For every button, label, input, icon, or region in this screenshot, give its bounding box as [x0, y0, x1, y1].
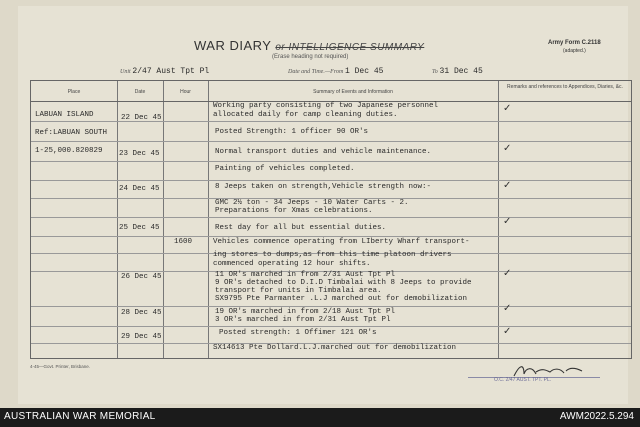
col-divider — [117, 81, 118, 358]
initials-mark: ✓ — [503, 216, 512, 227]
initials-mark: ✓ — [503, 303, 512, 314]
unit-field — [120, 67, 209, 76]
hour-text: 1600 — [174, 238, 193, 246]
row-divider — [31, 306, 631, 307]
stamp-text: O.C. 2/47 AUST. TPT. PL. — [494, 377, 552, 383]
summary-line: transport for units in Timbalai area. — [215, 287, 382, 295]
initials-mark: ✓ — [503, 268, 512, 279]
row-divider — [31, 217, 631, 218]
date-text: 26 Dec 45 — [121, 273, 162, 281]
place-text: Ref:LABUAN SOUTH — [35, 129, 108, 137]
summary-line: Vehicles commence operating from LIberty Wharf transport- — [213, 238, 470, 246]
army-form-adapted: (adapted.) — [563, 48, 586, 54]
title-struck-text: or INTELLIGENCE SUMMARY — [275, 42, 425, 53]
summary-line: Normal transport duties and vehicle maintenance. — [215, 148, 432, 156]
header-summary: Summary of Events and Information — [313, 89, 393, 95]
date-text: 25 Dec 45 — [119, 224, 160, 232]
header-date: Date — [134, 89, 146, 95]
header-place: Place — [67, 89, 81, 95]
summary-line: 8 Jeeps taken on strength,Vehicle strength now:- — [215, 183, 432, 191]
summary-line: Preparations for Xmas celebrations. — [215, 207, 373, 215]
date-text: 28 Dec 45 — [121, 309, 162, 317]
unit-stamp — [468, 377, 600, 390]
summary-line: Painting of vehicles completed. — [215, 165, 355, 173]
date-from-value: 1 Dec 45 — [345, 67, 384, 76]
header-hour: Hour — [180, 89, 191, 95]
summary-line: Rest day for all but essential duties. — [215, 224, 387, 232]
date-to-field — [432, 67, 483, 76]
summary-line: allocated daily for camp cleaning duties. — [213, 111, 398, 119]
summary-line: ing stores to dumps,as from this time platoon drivers — [213, 251, 452, 259]
date-to-label: To — [432, 69, 438, 75]
col-divider — [498, 81, 499, 358]
initials-mark: ✓ — [503, 326, 512, 337]
unit-value: 2/47 Aust Tpt Pl — [132, 67, 210, 76]
col-divider — [208, 81, 209, 358]
summary-line: Posted strength: 1 Offimer 121 OR's — [219, 329, 377, 337]
footer-bar — [0, 408, 640, 427]
date-text: 24 Dec 45 — [119, 185, 160, 193]
row-divider — [31, 326, 631, 327]
summary-line: Working party consisting of two Japanese personnel — [213, 102, 439, 110]
initials-mark: ✓ — [503, 180, 512, 191]
date-text: 22 Dec 45 — [121, 114, 162, 122]
date-from-label: Date and Time.—From — [288, 69, 344, 75]
date-to-value: 31 Dec 45 — [439, 67, 483, 76]
summary-line: Posted Strength: 1 officer 90 OR's — [215, 128, 369, 136]
row-divider — [31, 141, 631, 142]
col-divider — [163, 81, 164, 358]
footer-institution: AUSTRALIAN WAR MEMORIAL — [4, 411, 156, 422]
unit-label: Unit — [120, 69, 131, 75]
date-text: 23 Dec 45 — [119, 150, 160, 158]
printer-note: 4-45—Govt. Printer, Brisbane. — [30, 364, 91, 369]
erase-note: (Erase heading not required) — [272, 54, 349, 60]
title-war-diary: WAR DIARY — [194, 38, 272, 53]
summary-line: SX14613 Pte Dollard.L.J.marched out for demobilization — [213, 344, 457, 352]
footer-accession: AWM2022.5.294 — [559, 411, 634, 422]
summary-line: 11 OR's marched in from 2/31 Aust Tpt Pl — [215, 271, 396, 279]
row-divider — [31, 180, 631, 181]
summary-line: GMC 2½ ton - 34 Jeeps - 10 Water Carts - 2. — [215, 199, 409, 207]
row-divider — [31, 236, 631, 237]
row-divider — [31, 161, 631, 162]
army-form-number: Army Form C.2118 — [548, 40, 601, 46]
initials-mark: ✓ — [503, 103, 512, 114]
place-text: 1-25,000.820829 — [35, 147, 103, 155]
summary-line: SX9795 Pte Parmanter .L.J marched out for demobilization — [215, 295, 468, 303]
initials-mark: ✓ — [503, 143, 512, 154]
place-text: LABUAN ISLAND — [35, 111, 94, 119]
date-from-field — [288, 67, 383, 76]
date-text: 29 Dec 45 — [121, 333, 162, 341]
summary-line: 19 OR's marched in from 2/18 Aust Tpt Pl — [215, 308, 396, 316]
form-title — [194, 38, 424, 53]
summary-line: commenced operating 12 hour shifts. — [213, 260, 371, 268]
diary-table — [30, 80, 632, 359]
summary-line: 3 OR's marched in from 2/31 Aust Tpt Pl — [215, 316, 391, 324]
summary-line: 9 OR's detached to D.I.D Timbalai with 8 Jeeps to provide — [215, 279, 472, 287]
header-remarks: Remarks and references to Appendices, Diaries, &c. — [507, 84, 623, 90]
